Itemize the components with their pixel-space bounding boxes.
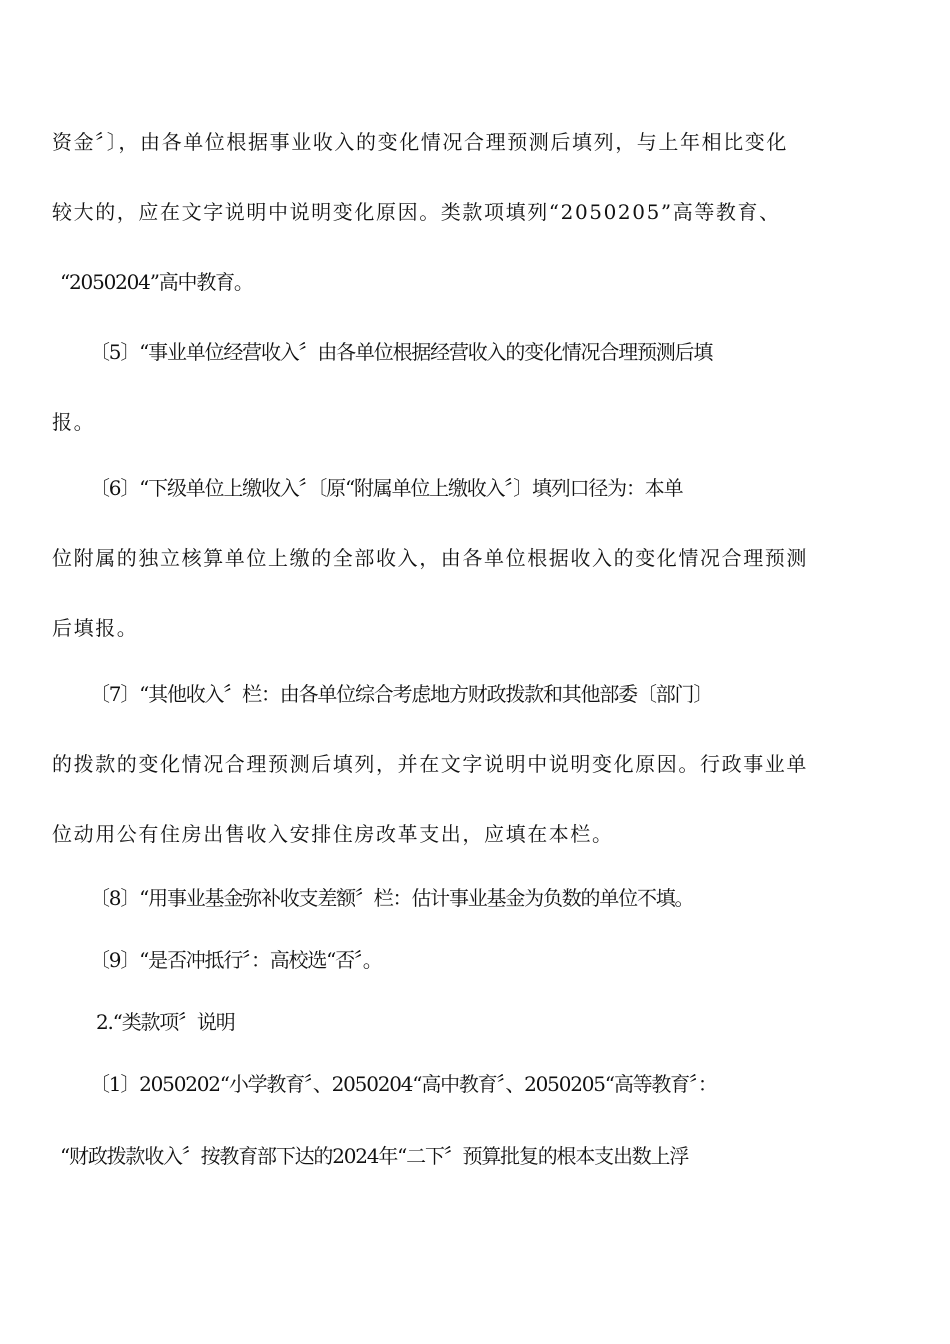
- paragraph-line: 〔7〕“其他收入〞栏：由各单位综合考虑地方财政拨款和其他部委〔部门〕: [90, 682, 713, 706]
- paragraph-line: 位附属的独立核算单位上缴的全部收入，由各单位根据收入的变化情况合理预测: [52, 546, 808, 570]
- paragraph-line: 〔5〕“事业单位经营收入〞由各单位根据经营收入的变化情况合理预测后填: [90, 340, 713, 364]
- section-heading: 2.“类款项〞说明: [96, 1010, 235, 1034]
- paragraph-line: “2050204”高中教育。: [60, 270, 253, 294]
- paragraph-line: 〔8〕“用事业基金弥补收支差额〞栏：估计事业基金为负数的单位不填。: [90, 886, 694, 910]
- paragraph-line: 的拨款的变化情况合理预测后填列，并在文字说明中说明变化原因。行政事业单: [52, 752, 808, 776]
- paragraph-line: “财政拨款收入〞按教育部下达的2024年“二下〞预算批复的根本支出数上浮: [60, 1144, 689, 1168]
- paragraph-line: 报。: [52, 410, 96, 434]
- paragraph-line: 后填报。: [52, 616, 139, 640]
- paragraph-line: 资金〞〕，由各单位根据事业收入的变化情况合理预测后填列，与上年相比变化: [52, 130, 788, 154]
- paragraph-line: 〔6〕“下级单位上缴收入〞〔原“附属单位上缴收入〞〕填列口径为：本单: [90, 476, 683, 500]
- paragraph-line: 〔1〕2050202“小学教育〞、2050204“高中教育〞、2050205“高等教育〞：: [90, 1072, 717, 1096]
- paragraph-line: 较大的，应在文字说明中说明变化原因。类款项填列“2050205”高等教育、: [52, 200, 781, 224]
- paragraph-line: 〔9〕“是否冲抵行〞：高校选“否〞。: [90, 948, 382, 972]
- paragraph-line: 位动用公有住房出售收入安排住房改革支出，应填在本栏。: [52, 822, 614, 846]
